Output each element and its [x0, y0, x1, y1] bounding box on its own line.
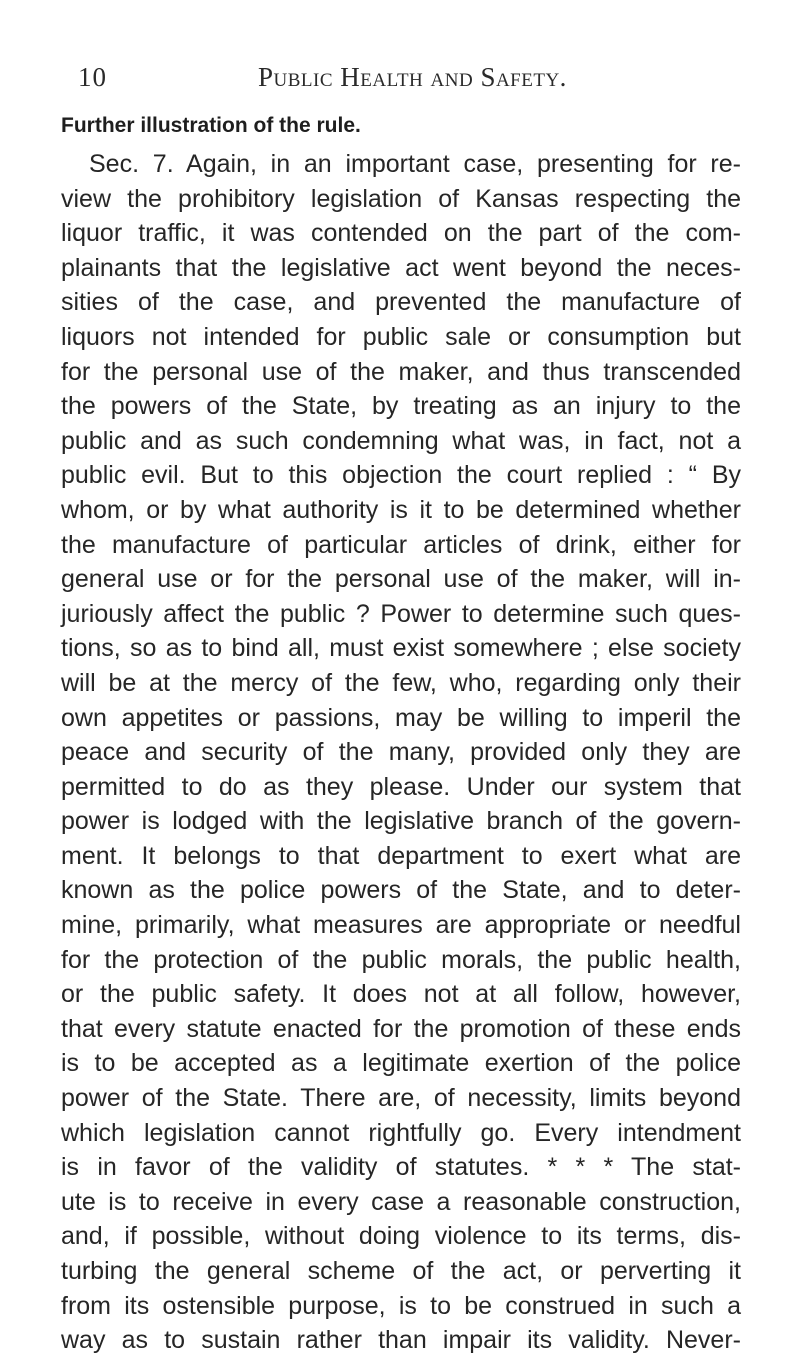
text-line: ute is to receive in every case a reasonable construction,: [61, 1187, 741, 1216]
text-line: whom, or by what authority is it to be determined whether: [61, 495, 741, 524]
text-line: liquor traffic, it was contended on the part of the com-: [61, 219, 741, 248]
text-line: the powers of the State, by treating as an injury to the: [61, 392, 741, 421]
text-line: which legislation cannot rightfully go. Every intendment: [61, 1118, 741, 1147]
text-line: general use or for the personal use of the maker, will in-: [61, 565, 741, 594]
section-paragraph: [61, 147, 741, 1358]
text-line: liquors not intended for public sale or consumption but: [61, 322, 741, 351]
page-number: 10: [78, 62, 107, 92]
text-line: mine, primarily, what measures are appropriate or needful: [61, 911, 741, 940]
text-line: will be at the mercy of the few, who, regarding only their: [61, 668, 741, 697]
text-line: from its ostensible purpose, is to be construed in such a: [61, 1291, 741, 1320]
text-line: for the personal use of the maker, and thus transcended: [61, 357, 741, 386]
page-header: [0, 62, 800, 102]
text-line: is to be accepted as a legitimate exertion of the police: [61, 1049, 741, 1078]
text-line: plainants that the legislative act went beyond the neces-: [61, 253, 741, 282]
text-line: power is lodged with the legislative branch of the govern-: [61, 807, 741, 836]
text-line: permitted to do as they please. Under our system that: [61, 772, 741, 801]
text-line: for the protection of the public morals, the public health,: [61, 945, 741, 974]
text-line: turbing the general scheme of the act, or perverting it: [61, 1257, 741, 1285]
text-line: peace and security of the many, provided only they are: [61, 738, 741, 767]
text-line: view the prohibitory legislation of Kansas respecting the: [61, 184, 741, 213]
text-line: sities of the case, and prevented the manufacture of: [61, 288, 741, 317]
text-line: power of the State. There are, of necessity, limits beyond: [61, 1084, 741, 1113]
text-line: the manufacture of particular articles of drink, either for: [61, 530, 741, 559]
text-line: or the public safety. It does not at all follow, however,: [61, 980, 741, 1009]
text-line: and, if possible, without doing violence to its terms, dis-: [61, 1222, 741, 1251]
running-title: Public Health and Safety.: [258, 62, 567, 92]
text-line: known as the police powers of the State, and to deter-: [61, 876, 741, 905]
text-line: own appetites or passions, may be willing to imperil the: [61, 703, 741, 732]
text-line: public and as such condemning what was, in fact, not a: [61, 426, 741, 455]
side-heading: Further illustration of the rule.: [61, 114, 361, 137]
text-line: ment. It belongs to that department to exert what are: [61, 841, 741, 870]
text-line: way as to sustain rather than impair its validity. Never-: [61, 1326, 741, 1355]
text-line: tions, so as to bind all, must exist somewhere ; else society: [61, 634, 741, 663]
text-line: public evil. But to this objection the court replied : “ By: [61, 461, 741, 490]
text-line: Sec. 7. Again, in an important case, presenting for re-: [89, 150, 741, 178]
text-line: that every statute enacted for the promotion of these ends: [61, 1014, 741, 1043]
text-line: is in favor of the validity of statutes. * * * The stat-: [61, 1153, 741, 1182]
text-line: juriously affect the public ? Power to determine such ques-: [61, 599, 741, 628]
